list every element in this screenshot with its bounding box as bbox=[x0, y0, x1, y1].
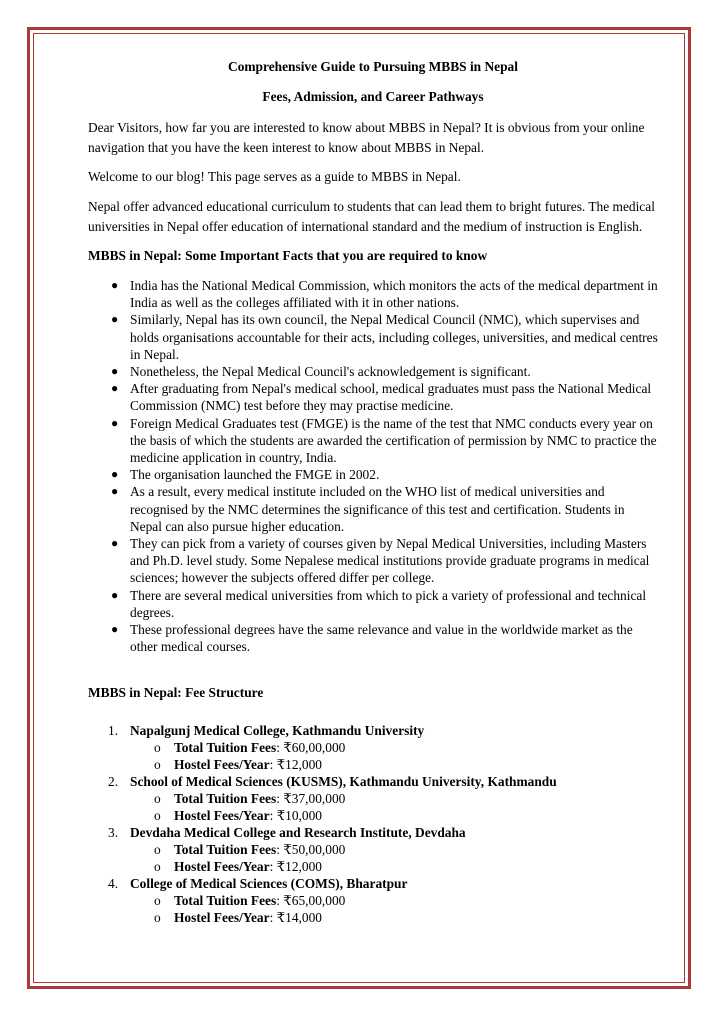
college-item bbox=[88, 875, 658, 926]
bullet-icon: ● bbox=[111, 622, 119, 637]
fact-text: Similarly, Nepal has its own council, the Nepal Medical Council (NMC), which supervises and holds organisations accountable for their acts, including colleges, universities, and medical centres in Nepal. bbox=[130, 312, 658, 362]
sub-bullet-icon: o bbox=[154, 842, 161, 858]
document-title: Comprehensive Guide to Pursuing MBBS in Nepal bbox=[228, 59, 518, 74]
bullet-icon: ● bbox=[111, 484, 119, 499]
college-number: 4. bbox=[108, 876, 119, 892]
facts-heading: MBBS in Nepal: Some Important Facts that you are required to know bbox=[88, 248, 488, 263]
college-item bbox=[88, 773, 658, 824]
document-subtitle: Fees, Admission, and Career Pathways bbox=[262, 89, 484, 104]
fee-item bbox=[130, 909, 658, 926]
fee-item bbox=[130, 739, 658, 756]
fact-list-item bbox=[88, 587, 658, 621]
fact-list-item bbox=[88, 483, 658, 535]
college-number: 3. bbox=[108, 825, 119, 841]
fee-value: : ₹12,000 bbox=[269, 757, 322, 773]
fee-value: : ₹50,00,000 bbox=[276, 842, 346, 858]
fee-item bbox=[130, 858, 658, 875]
fee-label: Hostel Fees/Year bbox=[174, 910, 270, 926]
sub-bullet-icon: o bbox=[154, 893, 161, 909]
bullet-icon: ● bbox=[111, 278, 119, 292]
fact-list-item bbox=[88, 311, 658, 363]
fact-list-item bbox=[88, 363, 658, 380]
college-fee-list bbox=[88, 722, 658, 926]
fee-label: Hostel Fees/Year bbox=[174, 757, 270, 773]
fee-structure-heading: MBBS in Nepal: Fee Structure bbox=[88, 685, 264, 701]
fee-item bbox=[130, 807, 658, 824]
sub-bullet-icon: o bbox=[154, 757, 161, 773]
bullet-icon: ● bbox=[111, 415, 119, 430]
fact-text: There are several medical universities from which to pick a variety of professional and technical degrees. bbox=[130, 587, 647, 620]
college-name: School of Medical Sciences (KUSMS), Kathmandu University, Kathmandu bbox=[130, 774, 557, 790]
fact-list-item bbox=[88, 621, 658, 655]
college-item bbox=[88, 722, 658, 773]
fact-list-item bbox=[88, 466, 658, 483]
sub-bullet-icon: o bbox=[154, 910, 161, 926]
sub-bullet-icon: o bbox=[154, 740, 161, 756]
fee-label: Total Tuition Fees bbox=[174, 893, 277, 909]
fee-value: : ₹12,000 bbox=[269, 859, 322, 875]
sub-bullet-icon: o bbox=[154, 791, 161, 807]
fee-label: Hostel Fees/Year bbox=[174, 859, 270, 875]
fact-text: India has the National Medical Commission, which monitors the acts of the medical department in India as well as the colleges affiliated with it in other nations. bbox=[130, 278, 658, 311]
college-number: 2. bbox=[108, 774, 119, 790]
curriculum-paragraph: Nepal offer advanced educational curriculum to students that can lead them to bright futures. The medical universities in Nepal offer education of international standard and the medium of instruction is English. bbox=[88, 199, 655, 234]
fee-value: : ₹10,000 bbox=[269, 808, 322, 824]
sub-bullet-icon: o bbox=[154, 859, 161, 875]
fee-value: : ₹60,00,000 bbox=[276, 740, 346, 756]
college-name: College of Medical Sciences (COMS), Bharatpur bbox=[130, 876, 408, 892]
fact-text: Nonetheless, the Nepal Medical Council's acknowledgement is significant. bbox=[130, 364, 531, 380]
fee-value: : ₹37,00,000 bbox=[276, 791, 346, 807]
fee-value: : ₹14,000 bbox=[269, 910, 322, 926]
fact-text: These professional degrees have the same relevance and value in the worldwide market as the other medical courses. bbox=[130, 622, 633, 655]
fee-item bbox=[130, 841, 658, 858]
intro-paragraph: Dear Visitors, how far you are interested to know about MBBS in Nepal? It is obvious from your online navigation that you have the keen interest to know about MBBS in Nepal. bbox=[88, 120, 645, 155]
fee-value: : ₹65,00,000 bbox=[276, 893, 346, 909]
college-number: 1. bbox=[108, 723, 119, 739]
fee-sublist bbox=[130, 841, 658, 875]
college-name: Devdaha Medical College and Research Institute, Devdaha bbox=[130, 825, 466, 841]
fee-label: Total Tuition Fees bbox=[174, 842, 277, 858]
fact-text: After graduating from Nepal's medical school, medical graduates must pass the National Medical Commission (NMC) test before they may practise medicine. bbox=[130, 381, 652, 414]
fee-label: Hostel Fees/Year bbox=[174, 808, 270, 824]
document-body bbox=[88, 58, 658, 926]
fee-sublist bbox=[130, 739, 658, 773]
fee-item bbox=[130, 892, 658, 909]
fee-item bbox=[130, 756, 658, 773]
welcome-paragraph: Welcome to our blog! This page serves as a guide to MBBS in Nepal. bbox=[88, 169, 461, 184]
bullet-icon: ● bbox=[111, 381, 119, 396]
bullet-icon: ● bbox=[111, 587, 119, 602]
fee-item bbox=[130, 790, 658, 807]
fact-list-item bbox=[88, 535, 658, 587]
bullet-icon: ● bbox=[111, 467, 119, 482]
fact-list-item bbox=[88, 380, 658, 414]
fact-text: Foreign Medical Graduates test (FMGE) is the name of the test that NMC conducts every year on the basis of which the students are awarded the certification of permission by NMC to practice the medicine application in country, India. bbox=[130, 415, 657, 466]
fact-list-item bbox=[88, 415, 658, 467]
sub-bullet-icon: o bbox=[154, 808, 161, 824]
facts-list bbox=[88, 277, 658, 655]
fee-label: Total Tuition Fees bbox=[174, 740, 277, 756]
fact-list-item bbox=[88, 277, 658, 311]
fact-text: The organisation launched the FMGE in 2002. bbox=[130, 467, 380, 483]
bullet-icon: ● bbox=[111, 364, 119, 379]
fact-text: As a result, every medical institute included on the WHO list of medical universities and recognised by the NMC determines the significance of this test and certification. Students in Nepal can also pursue higher education. bbox=[130, 484, 625, 534]
fee-sublist bbox=[130, 892, 658, 926]
bullet-icon: ● bbox=[111, 312, 119, 327]
fact-text: They can pick from a variety of courses given by Nepal Medical Universities, including Masters and Ph.D. level study. Some Nepalese medical institutions provide graduate programs in medical sciences; however the subjects offered differ per college. bbox=[130, 536, 650, 586]
bullet-icon: ● bbox=[111, 536, 119, 551]
fee-sublist bbox=[130, 790, 658, 824]
college-item bbox=[88, 824, 658, 875]
college-name: Napalgunj Medical College, Kathmandu University bbox=[130, 723, 425, 739]
fee-label: Total Tuition Fees bbox=[174, 791, 277, 807]
